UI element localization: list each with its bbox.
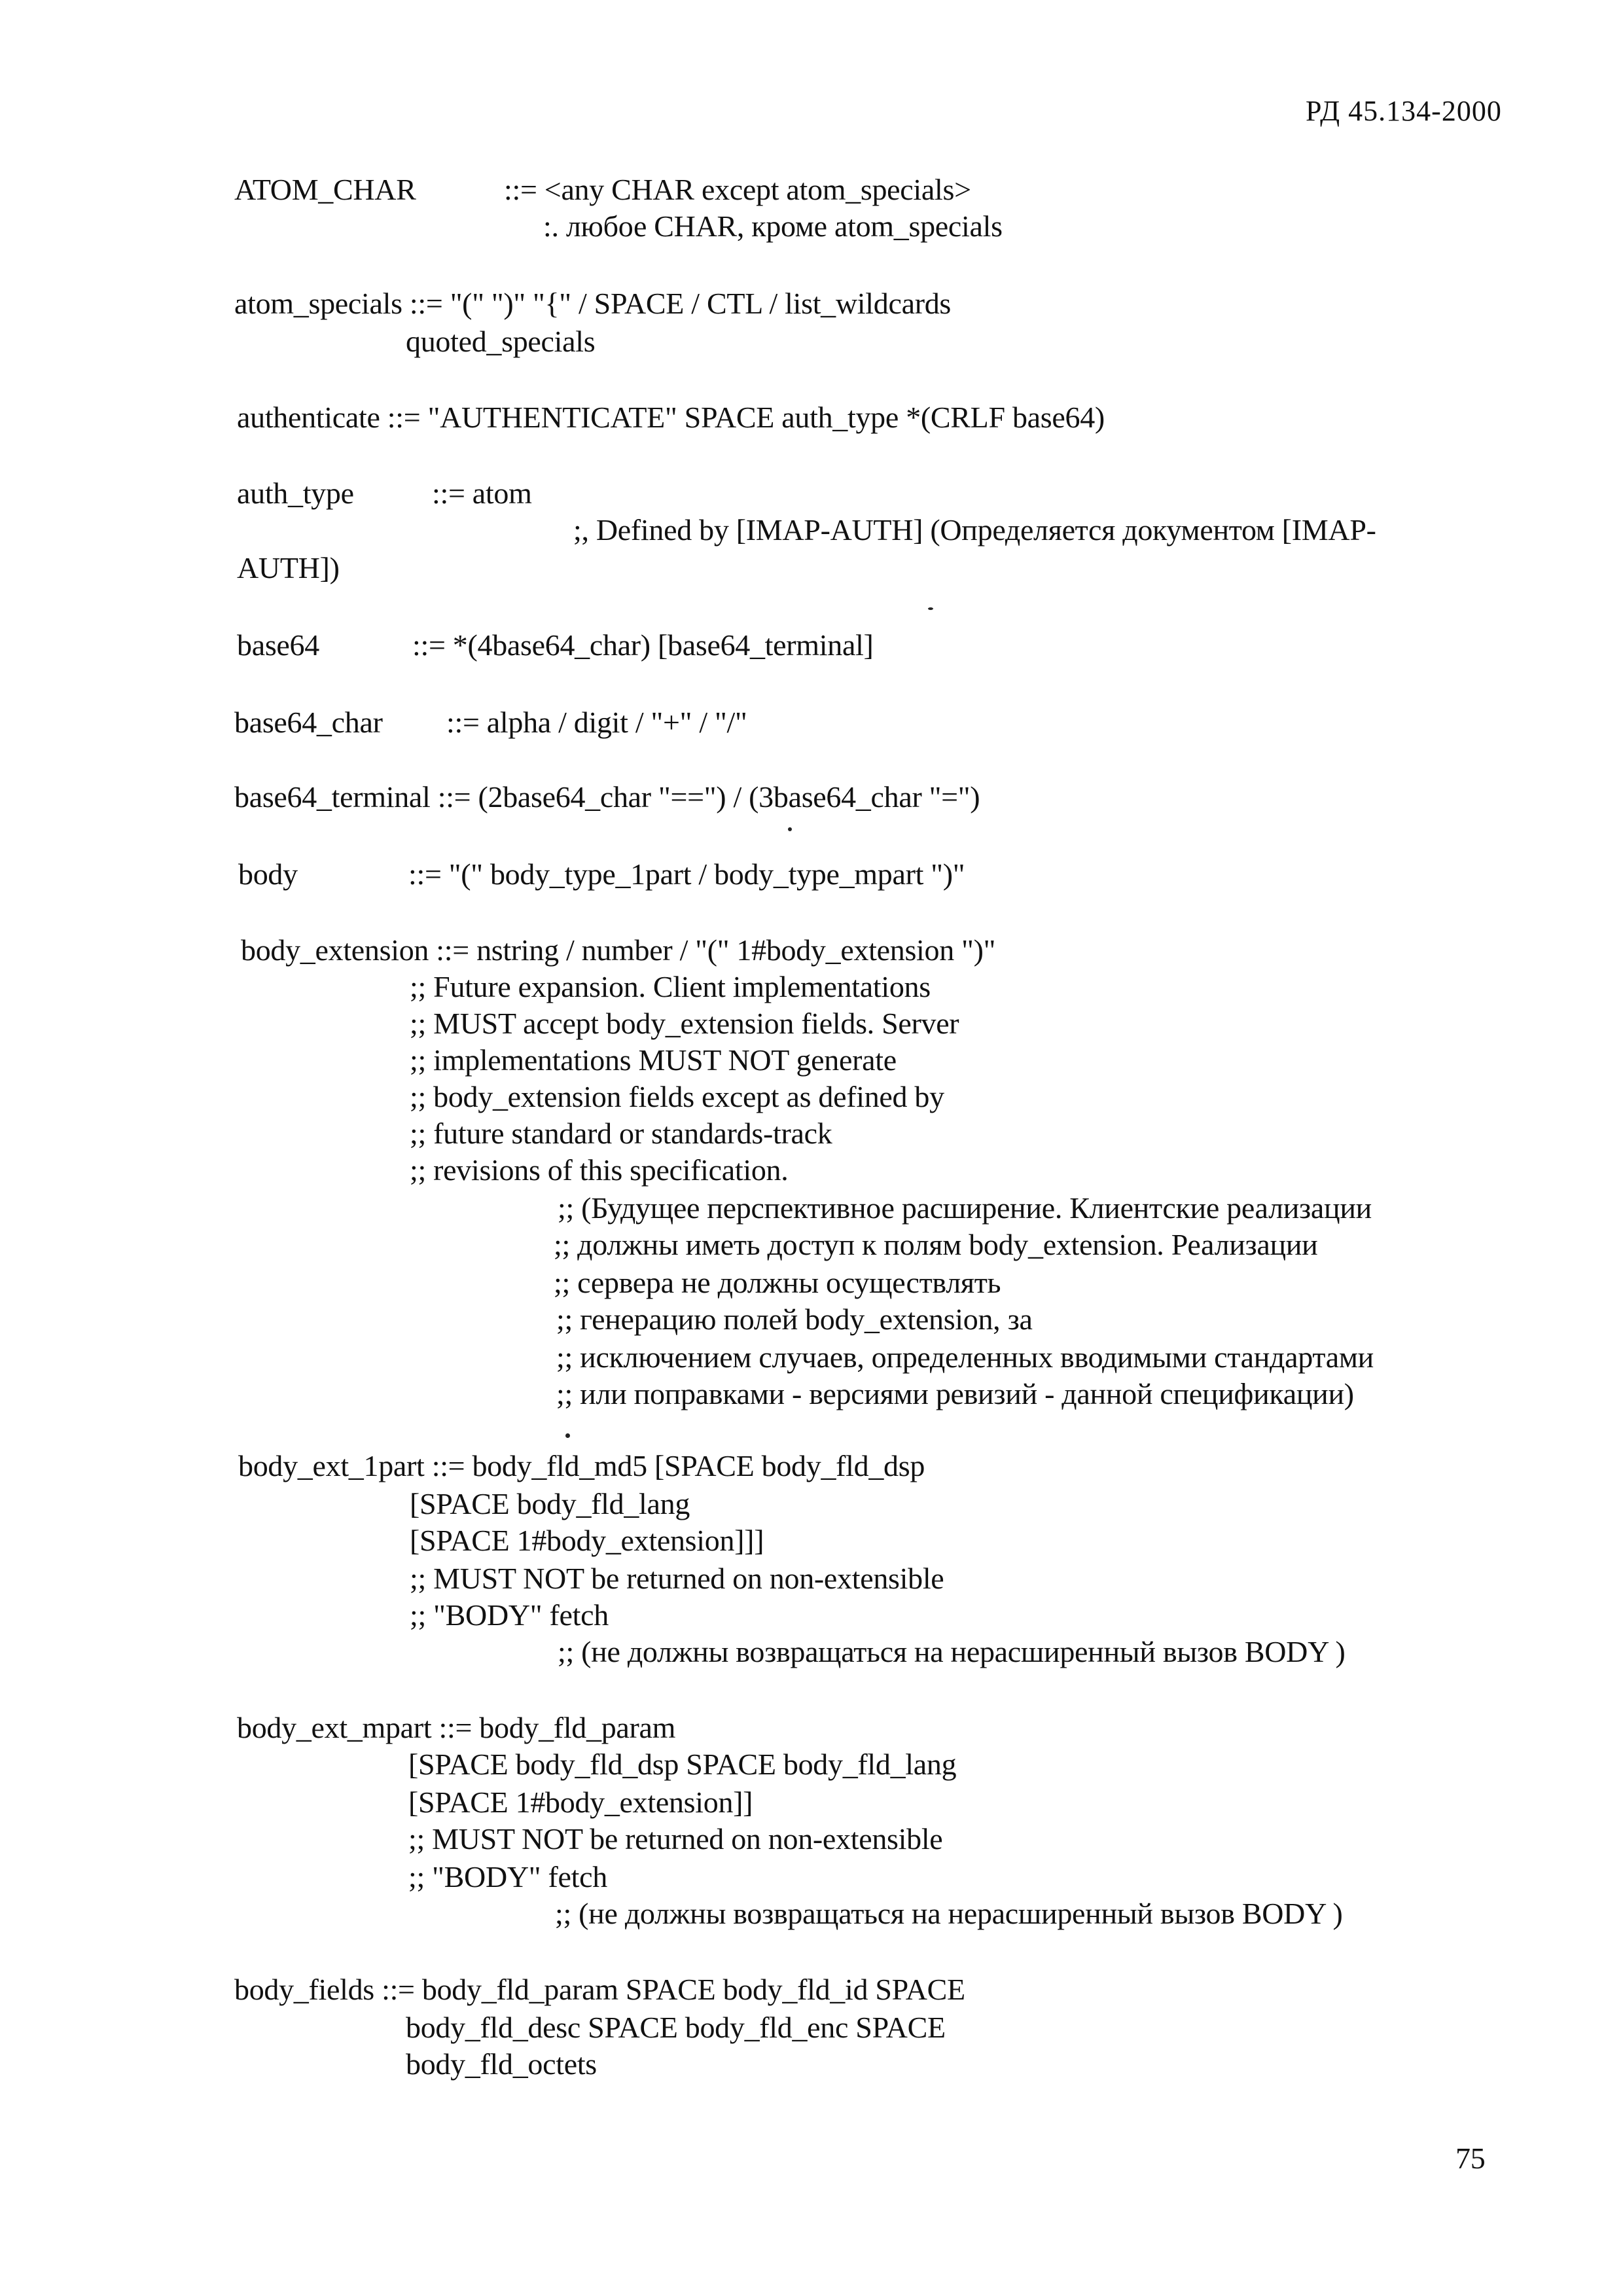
rule-continuation: body_fld_desc SPACE body_fld_enc SPACE bbox=[406, 2011, 946, 2044]
rule-comment-ru: ;; генерацию полей body_extension, за bbox=[556, 1302, 1033, 1336]
rule-comment: ;; Future expansion. Client implementations bbox=[410, 970, 931, 1003]
rule-comment: ;; implementations MUST NOT generate bbox=[410, 1043, 897, 1077]
rule-name-auth-type: auth_type bbox=[237, 476, 354, 510]
scan-speck bbox=[565, 1433, 570, 1438]
rule-name-atom-char: ATOM_CHAR bbox=[234, 173, 416, 206]
rule-name-base64: base64 bbox=[237, 628, 319, 662]
rule-comment-ru: :. любое CHAR, кроме atom_specials bbox=[543, 209, 1003, 243]
rule-comment: ;; "BODY" fetch bbox=[410, 1598, 609, 1632]
rule-name-body: body bbox=[238, 857, 298, 891]
rule-comment: ;, Defined by [IMAP-AUTH] (Определяется документом [IMAP- bbox=[573, 513, 1376, 547]
page-number: 75 bbox=[1455, 2142, 1486, 2175]
rule-comment: ;; MUST NOT be returned on non-extensible bbox=[410, 1562, 944, 1595]
rule-definition: ::= *(4base64_char) [base64_terminal] bbox=[412, 628, 874, 662]
rule-continuation: [SPACE body_fld_dsp SPACE body_fld_lang bbox=[408, 1748, 957, 1781]
rule-comment: ;; MUST accept body_extension fields. Server bbox=[410, 1007, 959, 1040]
rule-comment-ru: ;; сервера не должны осуществлять bbox=[554, 1266, 1001, 1299]
rule-comment-ru: ;; должны иметь доступ к полям body_extension. Реализации bbox=[554, 1228, 1318, 1261]
rule-comment: ;; future standard or standards-track bbox=[410, 1117, 832, 1150]
rule-name-base64-char: base64_char bbox=[234, 706, 383, 739]
rule-comment-ru: ;; (не должны возвращаться на нерасширенный вызов BODY ) bbox=[558, 1635, 1346, 1668]
rule-comment: ;; "BODY" fetch bbox=[408, 1860, 607, 1893]
rule-continuation: quoted_specials bbox=[406, 325, 596, 358]
scan-speck bbox=[788, 827, 792, 831]
rule-continuation: body_fld_octets bbox=[406, 2047, 597, 2081]
rule-continuation: [SPACE body_fld_lang bbox=[410, 1487, 690, 1520]
rule-definition: ::= atom bbox=[432, 476, 532, 510]
rule-body-ext-mpart: body_ext_mpart ::= body_fld_param bbox=[237, 1711, 676, 1744]
rule-comment: ;; revisions of this specification. bbox=[410, 1153, 789, 1187]
rule-comment-ru: ;; или поправками - версиями ревизий - данной спецификации) bbox=[556, 1377, 1354, 1410]
rule-definition: ::= <any CHAR except atom_specials> bbox=[504, 173, 971, 206]
rule-body-extension: body_extension ::= nstring / number / "(" 1#body_extension ")" bbox=[241, 933, 996, 967]
rule-atom-specials: atom_specials ::= "(" ")" "{" / SPACE / CTL / list_wildcards bbox=[234, 287, 952, 320]
rule-continuation: [SPACE 1#body_extension]]] bbox=[410, 1524, 764, 1557]
rule-definition: ::= alpha / digit / "+" / "/" bbox=[446, 706, 747, 739]
scan-speck bbox=[928, 607, 933, 610]
rule-comment: ;; body_extension fields except as defined by bbox=[410, 1080, 944, 1113]
rule-body-fields: body_fields ::= body_fld_param SPACE body_fld_id SPACE bbox=[234, 1973, 965, 2006]
rule-base64-terminal: base64_terminal ::= (2base64_char "==") / (3base64_char "=") bbox=[234, 780, 980, 814]
rule-definition: ::= "(" body_type_1part / body_type_mpart ")" bbox=[408, 857, 965, 891]
rule-authenticate: authenticate ::= "AUTHENTICATE" SPACE auth_type *(CRLF base64) bbox=[237, 401, 1105, 434]
rule-comment: ;; MUST NOT be returned on non-extensible bbox=[408, 1822, 943, 1856]
rule-comment-continuation: AUTH]) bbox=[237, 551, 340, 584]
rule-comment-ru: ;; (не должны возвращаться на нерасширенный вызов BODY ) bbox=[555, 1897, 1343, 1930]
document-id-header: РД 45.134-2000 bbox=[1306, 95, 1502, 127]
rule-body-ext-1part: body_ext_1part ::= body_fld_md5 [SPACE body_fld_dsp bbox=[238, 1449, 925, 1482]
rule-continuation: [SPACE 1#body_extension]] bbox=[408, 1785, 753, 1819]
rule-comment-ru: ;; исключением случаев, определенных вводимыми стандартами bbox=[556, 1340, 1374, 1374]
rule-comment-ru: ;; (Будущее перспективное расширение. Клиентские реализации bbox=[558, 1191, 1372, 1225]
